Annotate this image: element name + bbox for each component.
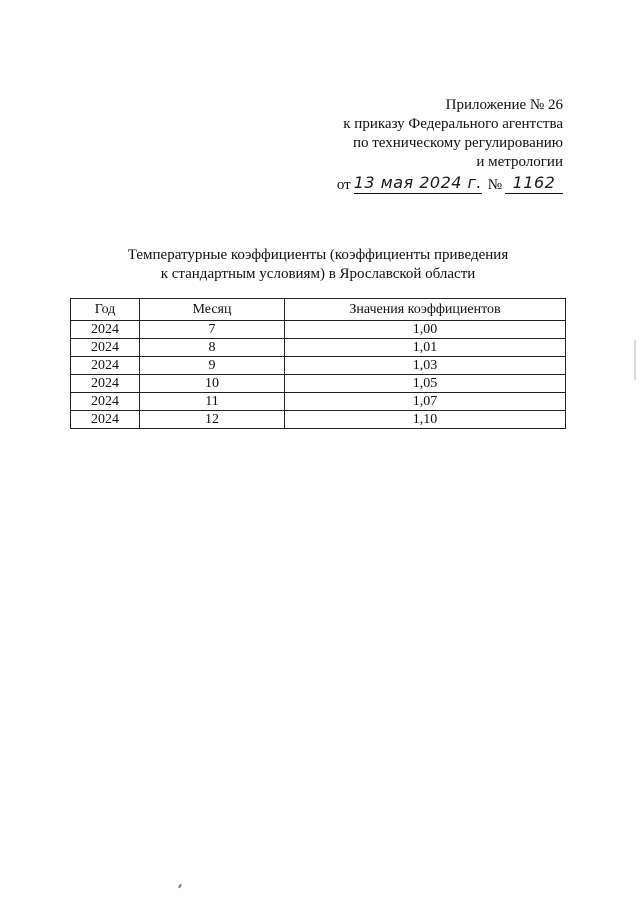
cell-coefficient: 1,05 [285, 375, 566, 393]
order-date-field [354, 173, 482, 194]
cell-year: 2024 [71, 339, 140, 357]
order-number-sign: № [487, 177, 502, 193]
cell-coefficient: 1,01 [285, 339, 566, 357]
table-row [71, 375, 566, 393]
cell-coefficient: 1,07 [285, 393, 566, 411]
order-from-label: от [336, 177, 351, 193]
table-header-row [71, 299, 566, 321]
cell-month: 7 [140, 321, 285, 339]
appendix-header [263, 96, 563, 172]
cell-year: 2024 [71, 357, 140, 375]
appendix-agency: по техническому регулированию [352, 135, 563, 151]
cell-coefficient: 1,10 [285, 411, 566, 429]
table-row [71, 411, 566, 429]
header-month: Месяц [140, 299, 285, 321]
cell-month: 10 [140, 375, 285, 393]
cell-month: 9 [140, 357, 285, 375]
cell-coefficient: 1,00 [285, 321, 566, 339]
cell-year: 2024 [71, 375, 140, 393]
order-date-number [337, 172, 563, 194]
cell-year: 2024 [71, 411, 140, 429]
cell-month: 11 [140, 393, 285, 411]
order-date-handwritten: 13 мая 2024 г. [353, 173, 483, 192]
coefficients-table [70, 298, 566, 429]
cell-month: 12 [140, 411, 285, 429]
appendix-number: Приложение № 26 [445, 97, 563, 113]
cell-coefficient: 1,03 [285, 357, 566, 375]
title-line-1: Температурные коэффициенты (коэффициенты приведения [127, 247, 509, 263]
cell-year: 2024 [71, 393, 140, 411]
document-title [70, 246, 566, 284]
cell-month: 8 [140, 339, 285, 357]
order-number-field [505, 173, 563, 194]
table-row [71, 393, 566, 411]
header-year: Год [71, 299, 140, 321]
header-coefficient: Значения коэффициентов [285, 299, 566, 321]
scan-speck [178, 884, 182, 888]
appendix-agency-cont: и метрологии [476, 154, 563, 170]
title-line-2: к стандартным условиям) в Ярославской области [160, 266, 476, 282]
table-row [71, 339, 566, 357]
order-number-handwritten: 1162 [512, 173, 556, 192]
scan-edge-mark [634, 340, 636, 380]
table-row [71, 357, 566, 375]
table-row [71, 321, 566, 339]
cell-year: 2024 [71, 321, 140, 339]
appendix-order-ref: к приказу Федерального агентства [343, 116, 563, 132]
